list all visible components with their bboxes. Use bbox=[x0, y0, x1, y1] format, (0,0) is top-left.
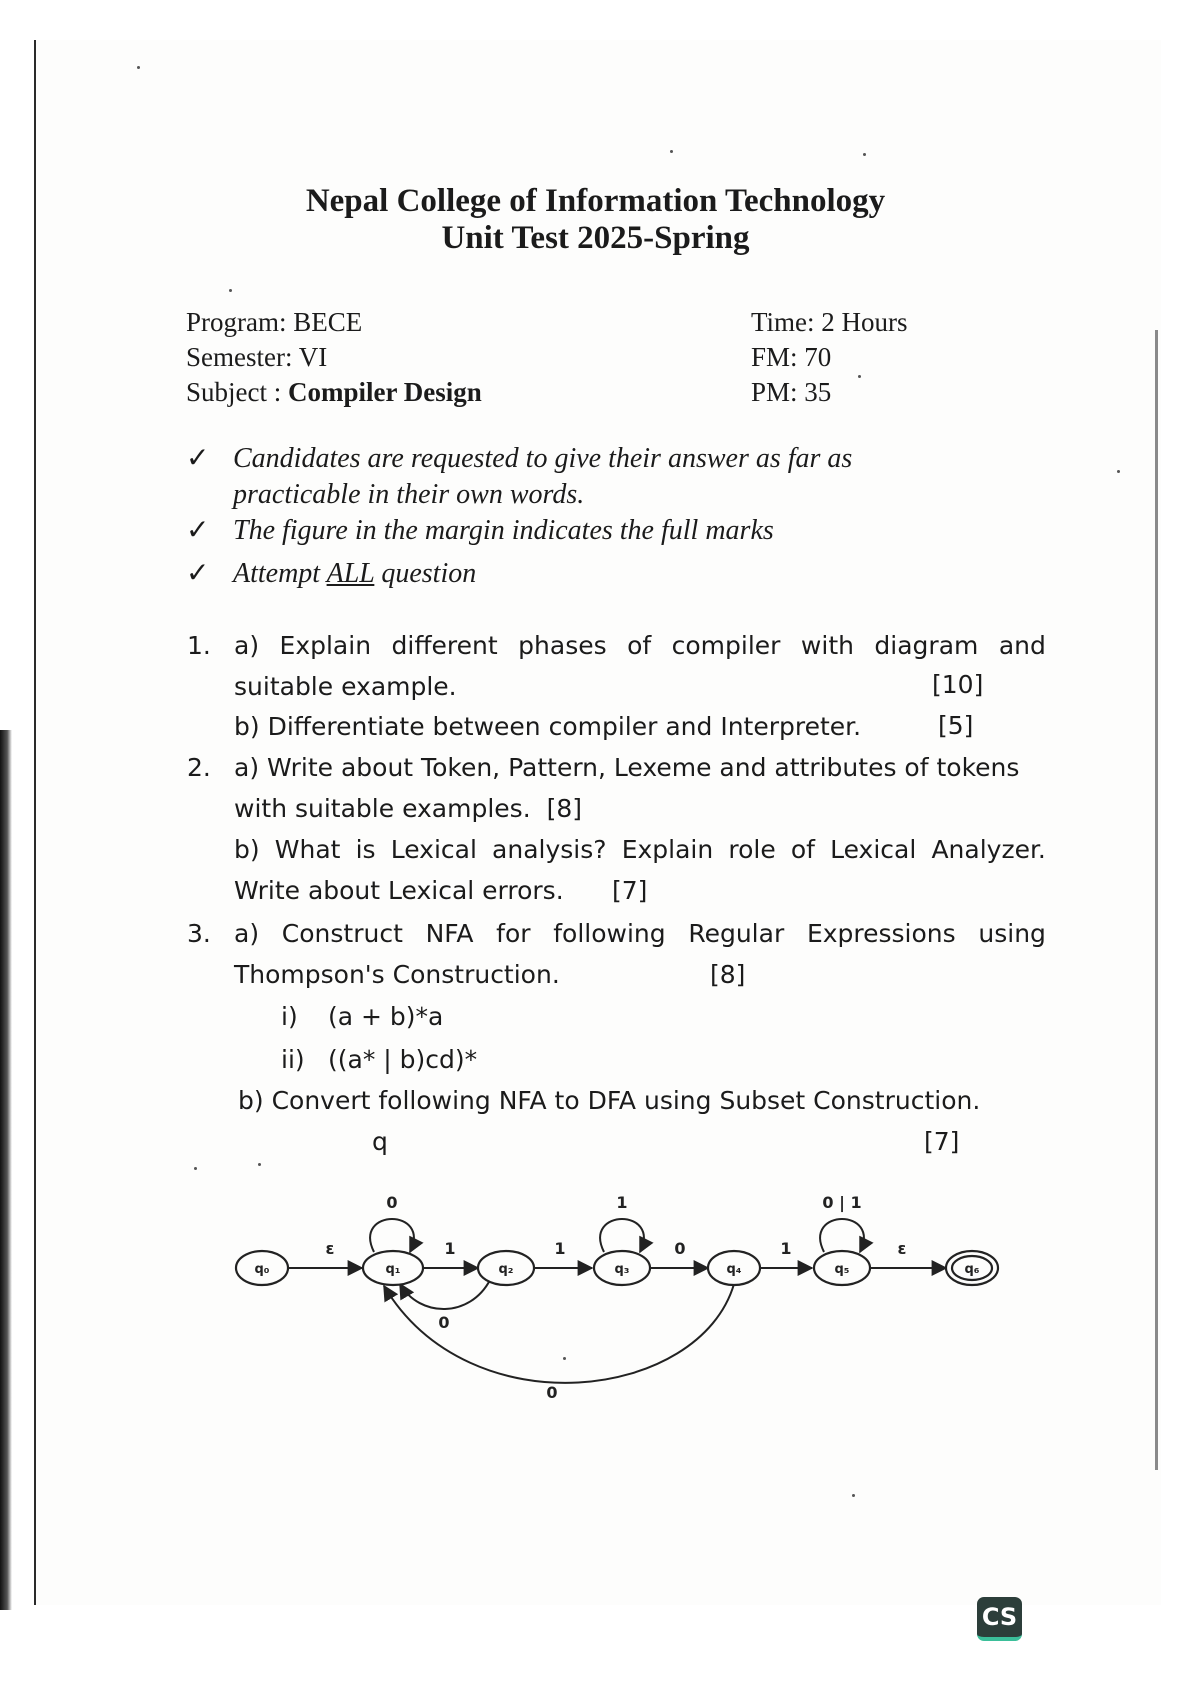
regex-ii: ((a* | b)cd)* bbox=[328, 1045, 478, 1074]
edge-label-q3-q4: 0 bbox=[674, 1239, 686, 1258]
subject-label: Subject : bbox=[186, 377, 282, 407]
word: using bbox=[978, 919, 1046, 948]
question-2a-marks: [8] bbox=[546, 794, 582, 823]
regex-ii-label: ii) bbox=[281, 1045, 305, 1074]
loop-q3 bbox=[600, 1219, 644, 1252]
word: for bbox=[496, 919, 531, 948]
edge-label-q4-q1: 0 bbox=[546, 1383, 558, 1402]
question-2b-cont: Write about Lexical errors. bbox=[234, 876, 564, 905]
instruction-3-pre: Attempt bbox=[233, 558, 327, 589]
edge-label-q4-q5: 1 bbox=[780, 1239, 792, 1258]
state-label-q0: q₀ bbox=[254, 1262, 270, 1277]
edge-label-q1-q2: 1 bbox=[444, 1239, 456, 1258]
subject-value: Compiler Design bbox=[288, 377, 482, 407]
word: a) bbox=[234, 919, 260, 948]
word: NFA bbox=[425, 919, 474, 948]
question-1-number: 1. bbox=[187, 631, 211, 660]
edge-label-q0-q1: ε bbox=[325, 1239, 335, 1258]
word: phases bbox=[518, 631, 607, 660]
question-3b-marks: [7] bbox=[924, 1127, 960, 1156]
word: b) bbox=[234, 835, 260, 864]
word: compiler bbox=[671, 631, 781, 660]
word: of bbox=[790, 835, 815, 864]
instruction-1-text: Candidates are requested to give their answer as far as bbox=[233, 443, 853, 474]
exam-title: Unit Test 2025-Spring bbox=[441, 220, 750, 256]
question-2b-marks: [7] bbox=[612, 876, 648, 905]
question-3b: b) Convert following NFA to DFA using Subset Construction. bbox=[238, 1086, 981, 1115]
edge-q2-q1 bbox=[400, 1280, 490, 1309]
word: and bbox=[998, 631, 1046, 660]
question-3-number: 3. bbox=[187, 919, 211, 948]
word: Analyzer. bbox=[931, 835, 1046, 864]
question-1a-marks: [10] bbox=[932, 670, 984, 699]
word: is bbox=[355, 835, 376, 864]
state-label-q3: q₃ bbox=[614, 1262, 630, 1277]
edge-label-loop-q1: 0 bbox=[386, 1193, 398, 1212]
question-1b-marks: [5] bbox=[938, 711, 974, 740]
regex-i: (a + b)*a bbox=[328, 1002, 444, 1031]
instruction-2-text: The figure in the margin indicates the full marks bbox=[233, 515, 774, 546]
edge-label-q2-q3: 1 bbox=[554, 1239, 566, 1258]
edge-label-q5-q6: ε bbox=[897, 1239, 907, 1258]
state-label-q1: q₁ bbox=[385, 1262, 401, 1277]
word: of bbox=[627, 631, 652, 660]
edge-label-loop-q5: 0 | 1 bbox=[822, 1193, 862, 1212]
instruction-1-text-cont: practicable in their own words. bbox=[233, 479, 585, 510]
full-marks-label: FM: 70 bbox=[751, 342, 832, 372]
question-2a-cont-text: with suitable examples. bbox=[234, 794, 531, 823]
edge-label-q2-q1: 0 bbox=[438, 1313, 450, 1332]
question-3a-cont: Thompson's Construction. bbox=[234, 960, 560, 989]
word: Explain bbox=[621, 835, 714, 864]
state-label-q4: q₄ bbox=[726, 1262, 742, 1277]
scanner-badge: CS bbox=[977, 1597, 1022, 1641]
state-label-q6: q₆ bbox=[964, 1262, 980, 1277]
word: a) bbox=[234, 631, 260, 660]
word: with bbox=[800, 631, 854, 660]
word: diagram bbox=[874, 631, 979, 660]
edge-q4-q1 bbox=[384, 1284, 734, 1383]
question-3a-marks: [8] bbox=[710, 960, 746, 989]
word: Lexical bbox=[830, 835, 917, 864]
instruction-3-all: ALL bbox=[326, 558, 375, 589]
regex-i-label: i) bbox=[281, 1002, 298, 1031]
word: Construct bbox=[281, 919, 403, 948]
college-title: Nepal College of Information Technology bbox=[305, 183, 886, 219]
word: Regular bbox=[688, 919, 785, 948]
instruction-3-post: question bbox=[374, 558, 477, 589]
loop-q5 bbox=[820, 1219, 864, 1252]
word: analysis? bbox=[492, 835, 607, 864]
question-3b-sub: q bbox=[372, 1127, 388, 1156]
word: Expressions bbox=[806, 919, 956, 948]
checkmark-icon: ✓ bbox=[186, 443, 210, 474]
program-label: Program: BECE bbox=[186, 307, 363, 337]
checkmark-icon: ✓ bbox=[186, 515, 210, 546]
time-label: Time: 2 Hours bbox=[751, 307, 908, 337]
question-1b: b) Differentiate between compiler and Interpreter. bbox=[234, 712, 862, 741]
pass-marks-label: PM: 35 bbox=[751, 377, 832, 407]
state-label-q2: q₂ bbox=[498, 1262, 514, 1277]
question-2-number: 2. bbox=[187, 753, 211, 782]
state-label-q5: q₅ bbox=[834, 1262, 850, 1277]
checkmark-icon: ✓ bbox=[186, 558, 210, 589]
loop-q1 bbox=[370, 1219, 414, 1252]
word: Explain bbox=[279, 631, 372, 660]
word: following bbox=[553, 919, 666, 948]
semester-label: Semester: VI bbox=[186, 342, 328, 372]
word: role bbox=[728, 835, 776, 864]
word: different bbox=[391, 631, 498, 660]
edge-label-loop-q3: 1 bbox=[616, 1193, 628, 1212]
question-1a-cont: suitable example. bbox=[234, 672, 457, 701]
word: What bbox=[274, 835, 341, 864]
question-2a: a) Write about Token, Pattern, Lexeme and attributes of tokens bbox=[234, 753, 1020, 782]
word: Lexical bbox=[390, 835, 477, 864]
